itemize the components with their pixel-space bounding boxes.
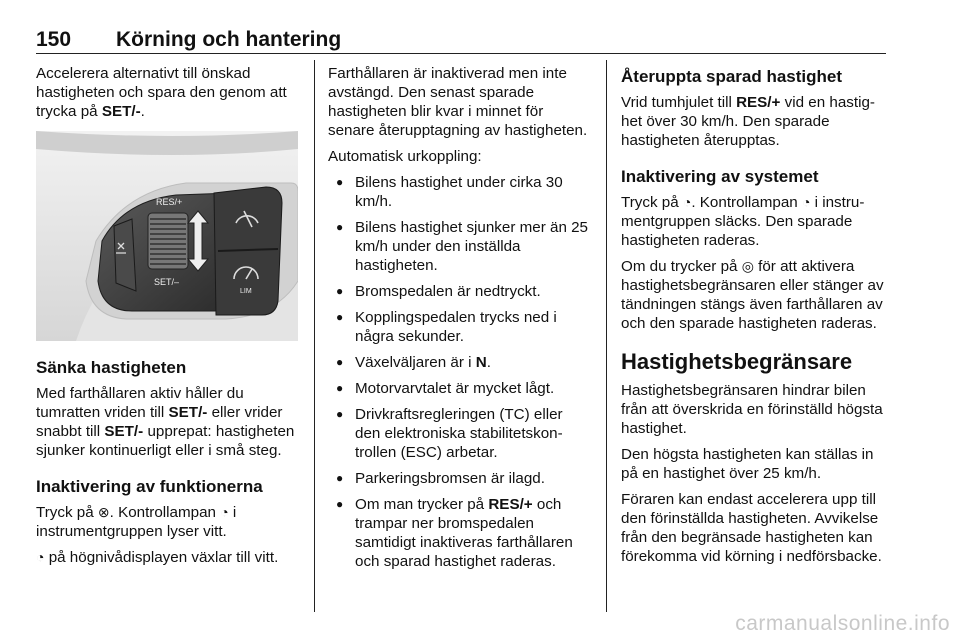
- list-item: ● Om man trycker på RES/+ och trampar ner bromspedalen samtidigt inaktiveras farthållaren och sparad hastighet raderas.: [328, 495, 592, 571]
- auto-disengage-label: Automatisk urkoppling:: [328, 148, 482, 165]
- column-divider-2: [606, 60, 607, 612]
- page-number: 150: [36, 28, 72, 51]
- page-title: Körning och hantering: [116, 28, 342, 51]
- column-divider-1: [314, 60, 315, 612]
- cruise-control-off-icon: ⊗: [97, 504, 110, 520]
- list-item: ● Motorvarvtalet är mycket lågt.: [328, 379, 592, 398]
- set-label: SET/–: [154, 277, 180, 287]
- heading-deactivate-system: Inaktivering av systemet: [621, 167, 819, 186]
- list-item: ● Växelväljaren är i N.: [328, 353, 592, 372]
- intro-paragraph: Accelerera alternativt till önskad hastigheten och spara den genom att trycka på SET/-.: [36, 65, 287, 120]
- cruise-control-lamp-icon: ◔: [220, 504, 229, 520]
- auto-disengage-list: [328, 173, 592, 571]
- inactive-paragraph: Farthållaren är inaktiverad men inte avstängd. Den senast sparade hastigheten blir kvar i minnet för senare återupptagning av hastigheten.: [328, 65, 588, 139]
- list-item: ● Bilens hastighet sjunker mer än 25 km/h under den inställda hastigheten.: [328, 218, 592, 275]
- system-paragraph: Tryck på ◔. Kontrollampan ◔ i instrumentgruppen släcks. Den sparade hastigheten raderas.: [621, 194, 865, 249]
- heading-speed-limiter: Hastighetsbegränsare: [621, 349, 853, 374]
- cruise-control-lamp-icon: ◔: [682, 194, 692, 210]
- limiter-paragraph-1: Hastighetsbegränsaren hindrar bilen från att överskrida en förinställd högsta hastighet.: [621, 382, 883, 437]
- steering-wheel-illustration: [36, 131, 298, 341]
- heading-resume-speed: Återuppta sparad hastighet: [621, 67, 843, 86]
- lim-label: LIM: [240, 288, 252, 295]
- list-item: ● Bilens hastighet under cirka 30 km/h.: [328, 173, 592, 211]
- res-label: RES/+: [156, 197, 183, 207]
- page-header: [36, 28, 886, 50]
- list-item: ● Parkeringsbromsen är ilagd.: [328, 469, 592, 488]
- heading-decrease-speed: Sänka hastigheten: [36, 358, 187, 377]
- list-item: ● Kopplingspedalen trycks ned i några sekunder.: [328, 308, 592, 346]
- watermark: carmanualsonline.info: [735, 612, 950, 635]
- limiter-paragraph-3: Föraren kan endast accelerera upp till den förinställda hastigheten. Avvikelse från den begränsade hastigheten kan förekomma vid körning i nedförsbacke.: [621, 491, 882, 565]
- steering-wheel-controls-figure: [36, 131, 298, 341]
- decrease-paragraph: Med farthållaren aktiv håller du tumratten vriden till SET/- eller vrider snabbt till SET/- upprepat: hastigheten sjunker kontinuerligt eller i små steg.: [36, 385, 295, 459]
- limiter-activate-paragraph: Om du trycker på ◎ för att aktivera hastighetsbegränsaren eller stänger av tändningen stängs även farthållaren av och den sparade hastigheten raderas.: [621, 258, 884, 332]
- resume-paragraph: Vrid tumhjulet till RES/+ vid en hastighet över 30 km/h. Den sparade hastigheten återupptas.: [621, 94, 875, 149]
- column-3: [621, 64, 887, 573]
- header-rule: [36, 53, 886, 54]
- column-2: [328, 64, 592, 578]
- limiter-paragraph-2: Den högsta hastigheten kan ställas in på en hastighet över 25 km/h.: [621, 446, 874, 482]
- heading-deactivate-functions: Inaktivering av funktionerna: [36, 477, 263, 496]
- deactivate-paragraph: Tryck på ⊗. Kontrollampan ◔ i instrumentgruppen lyser vitt.: [36, 504, 237, 540]
- list-item: ● Bromspedalen är nedtryckt.: [328, 282, 592, 301]
- speed-limiter-icon: ◎: [741, 258, 754, 274]
- display-paragraph: ◔ på högnivådisplayen växlar till vitt.: [36, 549, 279, 566]
- cruise-control-lamp-icon: ◔: [36, 549, 45, 565]
- cruise-control-lamp-icon: ◔: [801, 194, 811, 210]
- list-item: ● Drivkraftsregleringen (TC) eller den elektroniska stabilitetskontrollen (ESC) arbetar.: [328, 405, 592, 462]
- column-1: [36, 64, 300, 574]
